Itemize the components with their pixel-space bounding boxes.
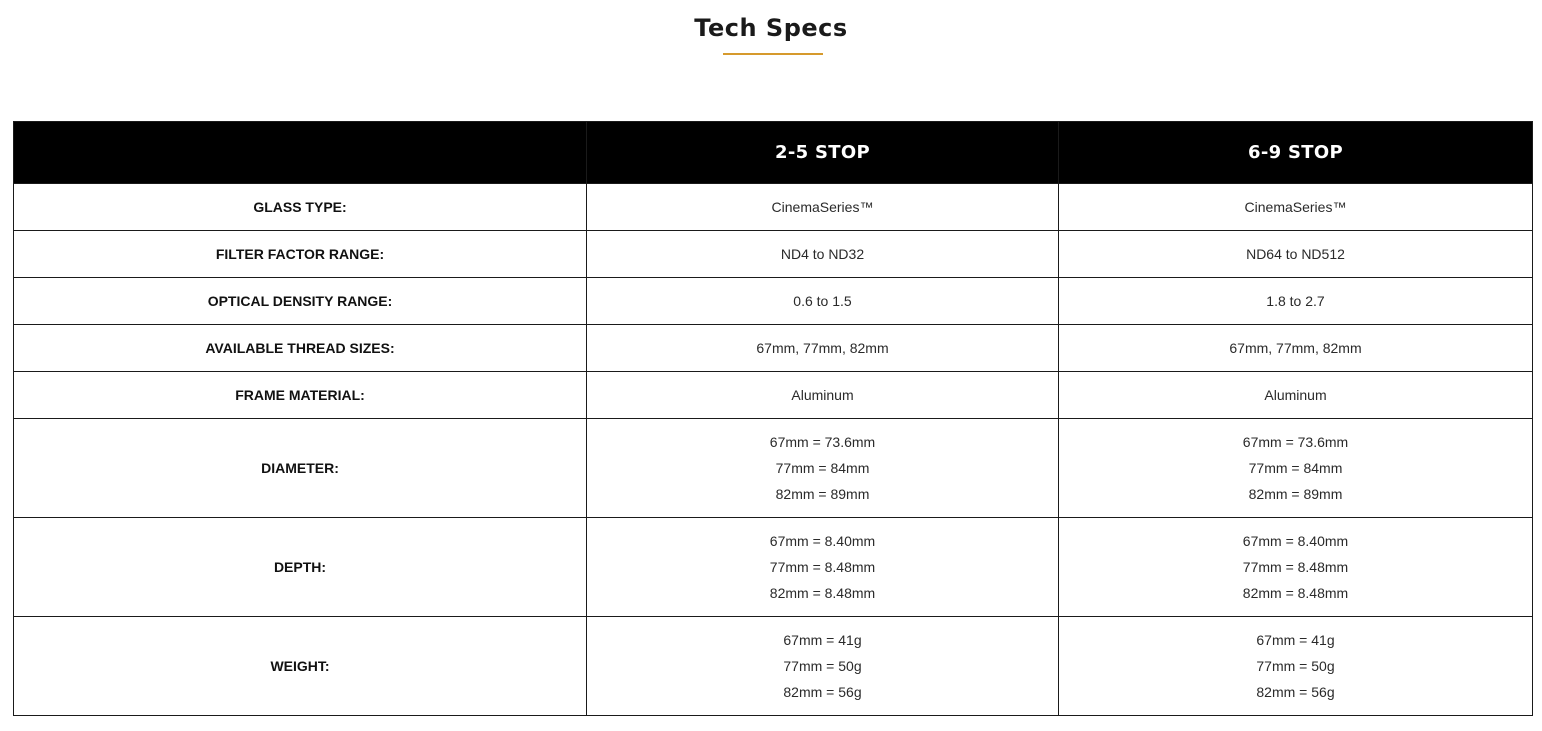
cell-line: 82mm = 56g	[783, 684, 862, 700]
cell-line: 82mm = 56g	[1256, 684, 1335, 700]
table-row	[14, 184, 1533, 231]
table-cell	[1059, 184, 1533, 231]
cell-line: Aluminum	[1264, 387, 1327, 403]
cell-line: 77mm = 50g	[783, 658, 862, 674]
table-cell	[1059, 617, 1533, 716]
cell-line: 0.6 to 1.5	[793, 293, 852, 309]
table-row	[14, 372, 1533, 419]
row-label: AVAILABLE THREAD SIZES:	[14, 325, 587, 372]
cell-line: 77mm = 8.48mm	[1242, 559, 1349, 575]
row-label: WEIGHT:	[14, 617, 587, 716]
table-row	[14, 419, 1533, 518]
table-header-row	[14, 122, 1533, 184]
table-cell	[1059, 518, 1533, 617]
column-header-2-5-stop: 2-5 STOP	[587, 122, 1059, 184]
table-cell	[1059, 325, 1533, 372]
tech-specs-table	[13, 121, 1533, 716]
cell-line: 67mm = 73.6mm	[1242, 434, 1349, 450]
row-label: FRAME MATERIAL:	[14, 372, 587, 419]
table-cell	[587, 518, 1059, 617]
row-label: DIAMETER:	[14, 419, 587, 518]
table-cell	[587, 184, 1059, 231]
cell-line: ND4 to ND32	[780, 246, 865, 262]
table-row	[14, 278, 1533, 325]
cell-line: 67mm = 8.40mm	[769, 533, 876, 549]
cell-line: CinemaSeries™	[771, 199, 874, 215]
page-title: Tech Specs	[694, 14, 848, 42]
cell-line: Aluminum	[791, 387, 854, 403]
cell-line: 1.8 to 2.7	[1266, 293, 1325, 309]
table-row	[14, 325, 1533, 372]
row-label: DEPTH:	[14, 518, 587, 617]
table-row	[14, 231, 1533, 278]
cell-line: 67mm, 77mm, 82mm	[1229, 340, 1362, 356]
cell-line: 82mm = 8.48mm	[769, 585, 876, 601]
table-cell	[587, 419, 1059, 518]
table-cell	[1059, 278, 1533, 325]
column-header-empty	[14, 122, 587, 184]
title-underline	[723, 53, 823, 55]
cell-line: CinemaSeries™	[1244, 199, 1347, 215]
table-cell	[587, 325, 1059, 372]
table-row	[14, 617, 1533, 716]
table-cell	[1059, 372, 1533, 419]
cell-line: ND64 to ND512	[1246, 246, 1345, 262]
cell-line: 77mm = 8.48mm	[769, 559, 876, 575]
table-cell	[587, 372, 1059, 419]
table-cell	[587, 617, 1059, 716]
cell-line: 77mm = 84mm	[1248, 460, 1343, 476]
cell-line: 82mm = 89mm	[775, 486, 870, 502]
cell-line: 67mm = 41g	[1256, 632, 1335, 648]
cell-line: 82mm = 8.48mm	[1242, 585, 1349, 601]
table-cell	[587, 278, 1059, 325]
cell-line: 77mm = 50g	[1256, 658, 1335, 674]
table-cell	[1059, 419, 1533, 518]
table-body	[14, 184, 1533, 716]
row-label: FILTER FACTOR RANGE:	[14, 231, 587, 278]
cell-line: 67mm = 41g	[783, 632, 862, 648]
cell-line: 67mm = 73.6mm	[769, 434, 876, 450]
row-label: OPTICAL DENSITY RANGE:	[14, 278, 587, 325]
cell-line: 82mm = 89mm	[1248, 486, 1343, 502]
cell-line: 67mm, 77mm, 82mm	[756, 340, 889, 356]
cell-line: 77mm = 84mm	[775, 460, 870, 476]
row-label: GLASS TYPE:	[14, 184, 587, 231]
table-cell	[1059, 231, 1533, 278]
table-cell	[587, 231, 1059, 278]
table-row	[14, 518, 1533, 617]
table-header	[14, 122, 1533, 184]
column-header-6-9-stop: 6-9 STOP	[1059, 122, 1533, 184]
page-header	[0, 0, 1542, 60]
cell-line: 67mm = 8.40mm	[1242, 533, 1349, 549]
